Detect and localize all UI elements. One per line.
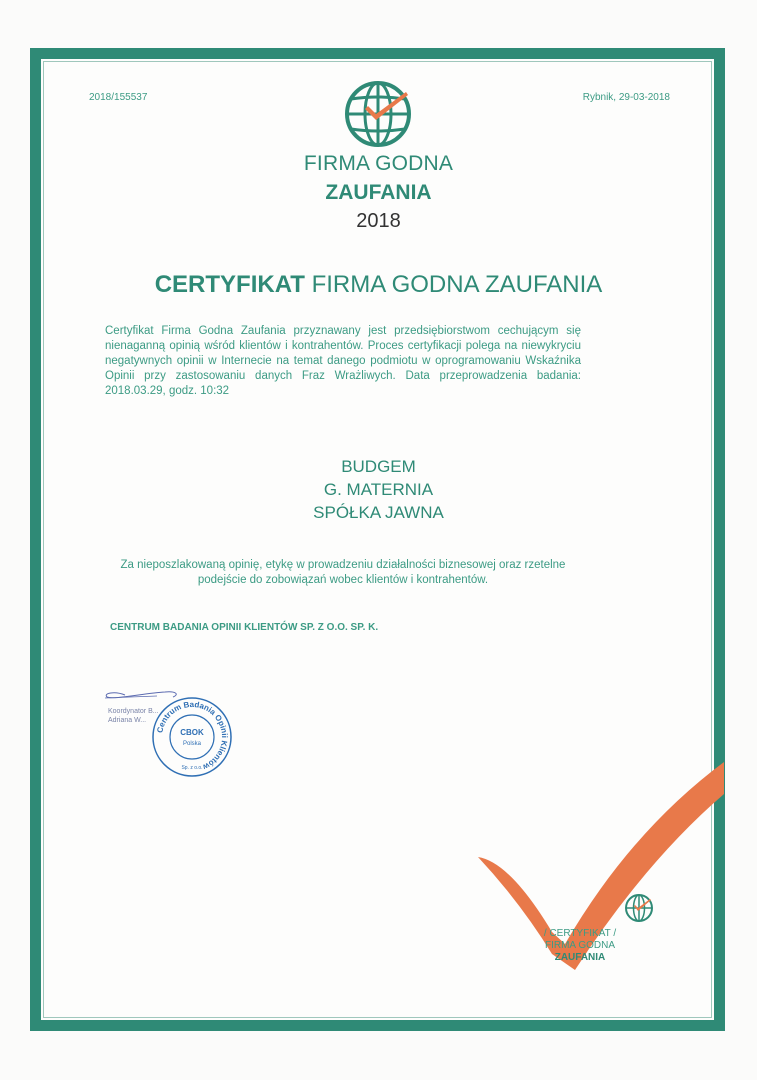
bottom-brand — [520, 928, 640, 964]
reference-number: 2018/155537 — [89, 92, 148, 103]
stamp-center-top: CBOK — [180, 728, 204, 737]
stamp-footer: Sp. z o.o. — [181, 765, 203, 771]
company-line-1: BUDGEM — [341, 457, 416, 476]
globe-check-icon — [312, 79, 444, 149]
bottom-brand-line-3: ZAUFANIA — [554, 952, 606, 963]
coordinator-name: Adriana W... — [108, 717, 147, 724]
certificate-title-bold: CERTYFIKAT — [154, 271, 305, 298]
stamp-ring-text: Centrum Badania Opinii Klientów — [155, 699, 230, 772]
place-date: Rybnik, 29-03-2018 — [582, 92, 670, 103]
coordinator-role: Koordynator B... — [108, 708, 159, 715]
award-text: Za nieposzlakowaną opinię, etykę w prowadzeniu działalności biznesowej oraz rzetelne podejście do zobowiązań wobec klientów i kontrahentów. — [120, 559, 566, 586]
brand-line-1: FIRMA GODNA — [303, 152, 454, 175]
bottom-brand-line-2: FIRMA GODNA — [544, 940, 615, 951]
company-name — [0, 455, 757, 524]
bottom-brand-line-1: / CERTYFIKAT / — [543, 928, 617, 939]
brand-line-2: ZAUFANIA — [325, 181, 432, 204]
company-line-2: G. MATERNIA — [323, 480, 434, 499]
brand-year: 2018 — [356, 210, 401, 232]
certificate-title — [0, 271, 757, 299]
certificate-title-rest: FIRMA GODNA ZAUFANIA — [304, 271, 603, 298]
certificate-description: Certyfikat Firma Godna Zaufania przyznawany jest przedsiębiorstwom cechującym się nienaganną opinią wśród klientów i kontrahentów. Proces certyfikacji polega na niewykryciu negatywnych opinii w Internecie na temat danego podmiotu w oprogramowaniu Wskaźnika Opinii przy zastosowaniu danych Fraz Wrażliwych. Data przeprowadzenia badania: 2018.03.29, godz. 10:32 — [105, 325, 581, 397]
small-globe-icon — [624, 893, 654, 923]
issuer-name: CENTRUM BADANIA OPINII KLIENTÓW SP. Z O.O. SP. K. — [110, 622, 379, 633]
stamp-center-bottom: Polska — [182, 741, 202, 747]
company-stamp — [150, 695, 234, 779]
company-line-3: SPÓŁKA JAWNA — [313, 503, 444, 522]
